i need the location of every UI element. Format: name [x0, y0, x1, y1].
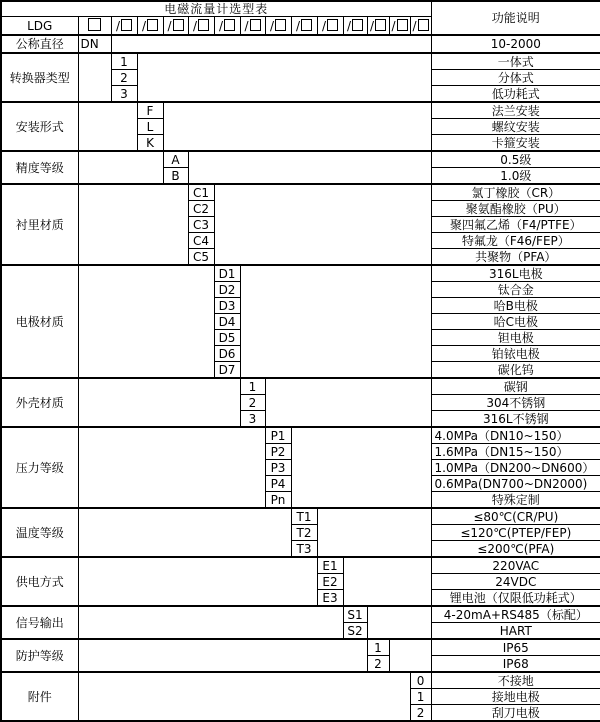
code-box-outline-icon	[301, 19, 312, 31]
value-cell: 特氟龙（F46/FEP）	[431, 233, 600, 249]
empty-cell	[240, 265, 431, 378]
slash-separator: /	[218, 18, 224, 33]
value-cell: 聚氨酯橡胶（PU）	[431, 201, 600, 217]
option-row	[1, 53, 600, 70]
code-box-outline-icon	[173, 19, 184, 31]
value-cell: IP65	[431, 639, 600, 656]
value-cell: ≤120℃(PTEP/FEP)	[431, 525, 600, 541]
value-cell: 316L电极	[431, 265, 600, 282]
right-column-header: 功能说明	[431, 1, 600, 35]
category-label: 附件	[1, 672, 78, 721]
code-cell: E1	[317, 557, 343, 574]
value-cell: 特殊定制	[431, 492, 600, 509]
value-cell: 1.0级	[431, 168, 600, 185]
code-cell: D6	[214, 346, 240, 362]
slash-separator: /	[192, 18, 198, 33]
code-box-outline-icon	[121, 19, 132, 31]
category-label: 转换器类型	[1, 53, 78, 102]
model-digit-slash-box-cell	[367, 17, 389, 36]
option-row	[1, 102, 600, 119]
empty-cell	[265, 378, 431, 427]
category-label: 供电方式	[1, 557, 78, 606]
empty-cell	[111, 35, 431, 53]
slash-separator: /	[391, 18, 396, 33]
code-cell: F	[137, 102, 163, 119]
value-cell: 4-20mA+RS485（标配）	[431, 606, 600, 623]
code-cell: DN	[78, 35, 111, 53]
option-row	[1, 35, 600, 53]
category-label: 精度等级	[1, 151, 78, 184]
model-digit-slash-box-cell	[137, 17, 163, 36]
option-row	[1, 557, 600, 574]
code-cell: 3	[240, 411, 265, 428]
category-label: 信号输出	[1, 606, 78, 639]
value-cell: HART	[431, 623, 600, 640]
code-cell: C4	[188, 233, 214, 249]
slash-separator: /	[369, 18, 375, 33]
value-cell: 碳化钨	[431, 362, 600, 379]
code-cell: 0	[410, 672, 431, 689]
empty-cell	[163, 102, 431, 151]
slash-separator: /	[346, 18, 352, 33]
category-label: 衬里材质	[1, 184, 78, 265]
option-row	[1, 672, 600, 689]
code-cell: E2	[317, 574, 343, 590]
value-cell: 0.6MPa(DN700~DN2000)	[431, 476, 600, 492]
value-cell: 220VAC	[431, 557, 600, 574]
code-cell: A	[163, 151, 188, 168]
model-prefix-label: LDG	[1, 17, 78, 36]
empty-cell	[78, 378, 240, 427]
empty-cell	[188, 151, 431, 184]
code-cell: C2	[188, 201, 214, 217]
code-box-outline-icon	[275, 19, 286, 31]
value-cell: 分体式	[431, 70, 600, 86]
code-cell: D4	[214, 314, 240, 330]
category-label: 压力等级	[1, 427, 78, 508]
page-title: 电磁流量计选型表	[1, 1, 431, 17]
title-row	[1, 1, 600, 17]
slash-separator: /	[412, 18, 417, 33]
value-cell: 304不锈钢	[431, 395, 600, 411]
code-cell: D5	[214, 330, 240, 346]
empty-cell	[78, 508, 291, 557]
code-cell: K	[137, 135, 163, 152]
model-digit-slash-box-cell	[317, 17, 343, 36]
value-cell: 1.6MPa（DN15~150）	[431, 444, 600, 460]
model-digit-slash-box-cell	[163, 17, 188, 36]
code-cell: 1	[240, 378, 265, 395]
slash-separator: /	[167, 18, 172, 33]
category-label: 温度等级	[1, 508, 78, 557]
empty-cell	[78, 102, 137, 151]
category-label: 公称直径	[1, 35, 78, 53]
code-box-outline-icon	[250, 19, 261, 31]
code-cell: P4	[265, 476, 291, 492]
slash-separator: /	[321, 18, 327, 33]
empty-cell	[214, 184, 431, 265]
empty-cell	[78, 639, 367, 672]
value-cell: 刮刀电极	[431, 705, 600, 722]
model-digit-slash-box-cell	[291, 17, 317, 36]
value-cell: IP68	[431, 656, 600, 673]
option-row	[1, 151, 600, 168]
value-cell: ≤200℃(PFA)	[431, 541, 600, 558]
value-cell: 钛合金	[431, 282, 600, 298]
code-cell: B	[163, 168, 188, 185]
code-cell: T3	[291, 541, 317, 558]
empty-cell	[367, 606, 431, 639]
value-cell: ≤80℃(CR/PU)	[431, 508, 600, 525]
code-box-outline-icon	[397, 19, 408, 31]
model-digit-slash-box-cell	[111, 17, 137, 36]
code-cell: P1	[265, 427, 291, 444]
value-cell: 10-2000	[431, 35, 600, 53]
code-cell: 2	[240, 395, 265, 411]
code-box-outline-icon	[375, 19, 386, 31]
code-cell: P2	[265, 444, 291, 460]
slash-separator: /	[244, 18, 249, 33]
empty-cell	[317, 508, 431, 557]
empty-cell	[78, 427, 265, 508]
slash-separator: /	[141, 18, 147, 33]
category-label: 电极材质	[1, 265, 78, 378]
code-cell: 1	[111, 53, 137, 70]
empty-cell	[78, 557, 317, 606]
category-label: 安装形式	[1, 102, 78, 151]
empty-cell	[78, 184, 188, 265]
option-row	[1, 184, 600, 201]
model-digit-slash-box-cell	[265, 17, 291, 36]
value-cell: 低功耗式	[431, 86, 600, 103]
model-digit-slash-box-cell	[389, 17, 410, 36]
code-cell: D7	[214, 362, 240, 379]
value-cell: 聚四氟乙烯（F4/PTFE）	[431, 217, 600, 233]
code-box-outline-icon	[224, 19, 235, 31]
model-digit-box-cell	[78, 17, 111, 36]
value-cell: 共聚物（PFA）	[431, 249, 600, 266]
code-box-outline-icon	[198, 19, 209, 31]
code-cell: 1	[367, 639, 389, 656]
value-cell: 4.0MPa（DN10~150）	[431, 427, 600, 444]
value-cell: 接地电极	[431, 689, 600, 705]
code-cell: D1	[214, 265, 240, 282]
code-cell: P3	[265, 460, 291, 476]
category-label: 外壳材质	[1, 378, 78, 427]
empty-cell	[137, 53, 431, 102]
code-box-outline-icon	[327, 19, 338, 31]
code-box-outline-icon	[418, 19, 429, 31]
code-cell: D3	[214, 298, 240, 314]
code-cell: 2	[367, 656, 389, 673]
code-cell: 2	[410, 705, 431, 722]
value-cell: 锂电池（仅限低功耗式）	[431, 590, 600, 607]
code-cell: 1	[410, 689, 431, 705]
empty-cell	[78, 265, 214, 378]
code-box-outline-icon	[147, 19, 158, 31]
option-row	[1, 639, 600, 656]
value-cell: 氯丁橡胶（CR）	[431, 184, 600, 201]
slash-separator: /	[115, 18, 121, 33]
option-row	[1, 265, 600, 282]
value-cell: 不接地	[431, 672, 600, 689]
model-digit-slash-box-cell	[410, 17, 431, 36]
code-cell: Pn	[265, 492, 291, 509]
value-cell: 碳钢	[431, 378, 600, 395]
category-label: 防护等级	[1, 639, 78, 672]
value-cell: 法兰安装	[431, 102, 600, 119]
code-cell: E3	[317, 590, 343, 607]
slash-separator: /	[269, 18, 275, 33]
option-row	[1, 378, 600, 395]
value-cell: 316L不锈钢	[431, 411, 600, 428]
value-cell: 铂铱电极	[431, 346, 600, 362]
value-cell: 螺纹安装	[431, 119, 600, 135]
empty-cell	[343, 557, 431, 606]
empty-cell	[389, 639, 431, 672]
value-cell: 卡箍安装	[431, 135, 600, 152]
option-row	[1, 508, 600, 525]
empty-cell	[291, 427, 431, 508]
code-cell: L	[137, 119, 163, 135]
code-cell: 2	[111, 70, 137, 86]
code-cell: D2	[214, 282, 240, 298]
code-cell: T2	[291, 525, 317, 541]
code-cell: S2	[343, 623, 367, 640]
code-cell: 3	[111, 86, 137, 103]
model-digit-slash-box-cell	[214, 17, 240, 36]
code-box-outline-icon	[352, 19, 363, 31]
code-cell: S1	[343, 606, 367, 623]
value-cell: 24VDC	[431, 574, 600, 590]
empty-cell	[78, 672, 410, 721]
model-digit-slash-box-cell	[343, 17, 367, 36]
code-cell: C5	[188, 249, 214, 266]
code-cell: T1	[291, 508, 317, 525]
empty-cell	[78, 606, 343, 639]
model-digit-slash-box-cell	[188, 17, 214, 36]
value-cell: 钽电极	[431, 330, 600, 346]
empty-cell	[78, 53, 111, 102]
code-cell: C1	[188, 184, 214, 201]
value-cell: 0.5级	[431, 151, 600, 168]
option-row	[1, 606, 600, 623]
value-cell: 哈B电极	[431, 298, 600, 314]
code-cell: C3	[188, 217, 214, 233]
empty-cell	[78, 151, 163, 184]
option-row	[1, 427, 600, 444]
model-digit-slash-box-cell	[240, 17, 265, 36]
slash-separator: /	[295, 18, 301, 33]
value-cell: 一体式	[431, 53, 600, 70]
code-box-outline-icon	[88, 18, 101, 31]
value-cell: 1.0MPa（DN200~DN600）	[431, 460, 600, 476]
value-cell: 哈C电极	[431, 314, 600, 330]
